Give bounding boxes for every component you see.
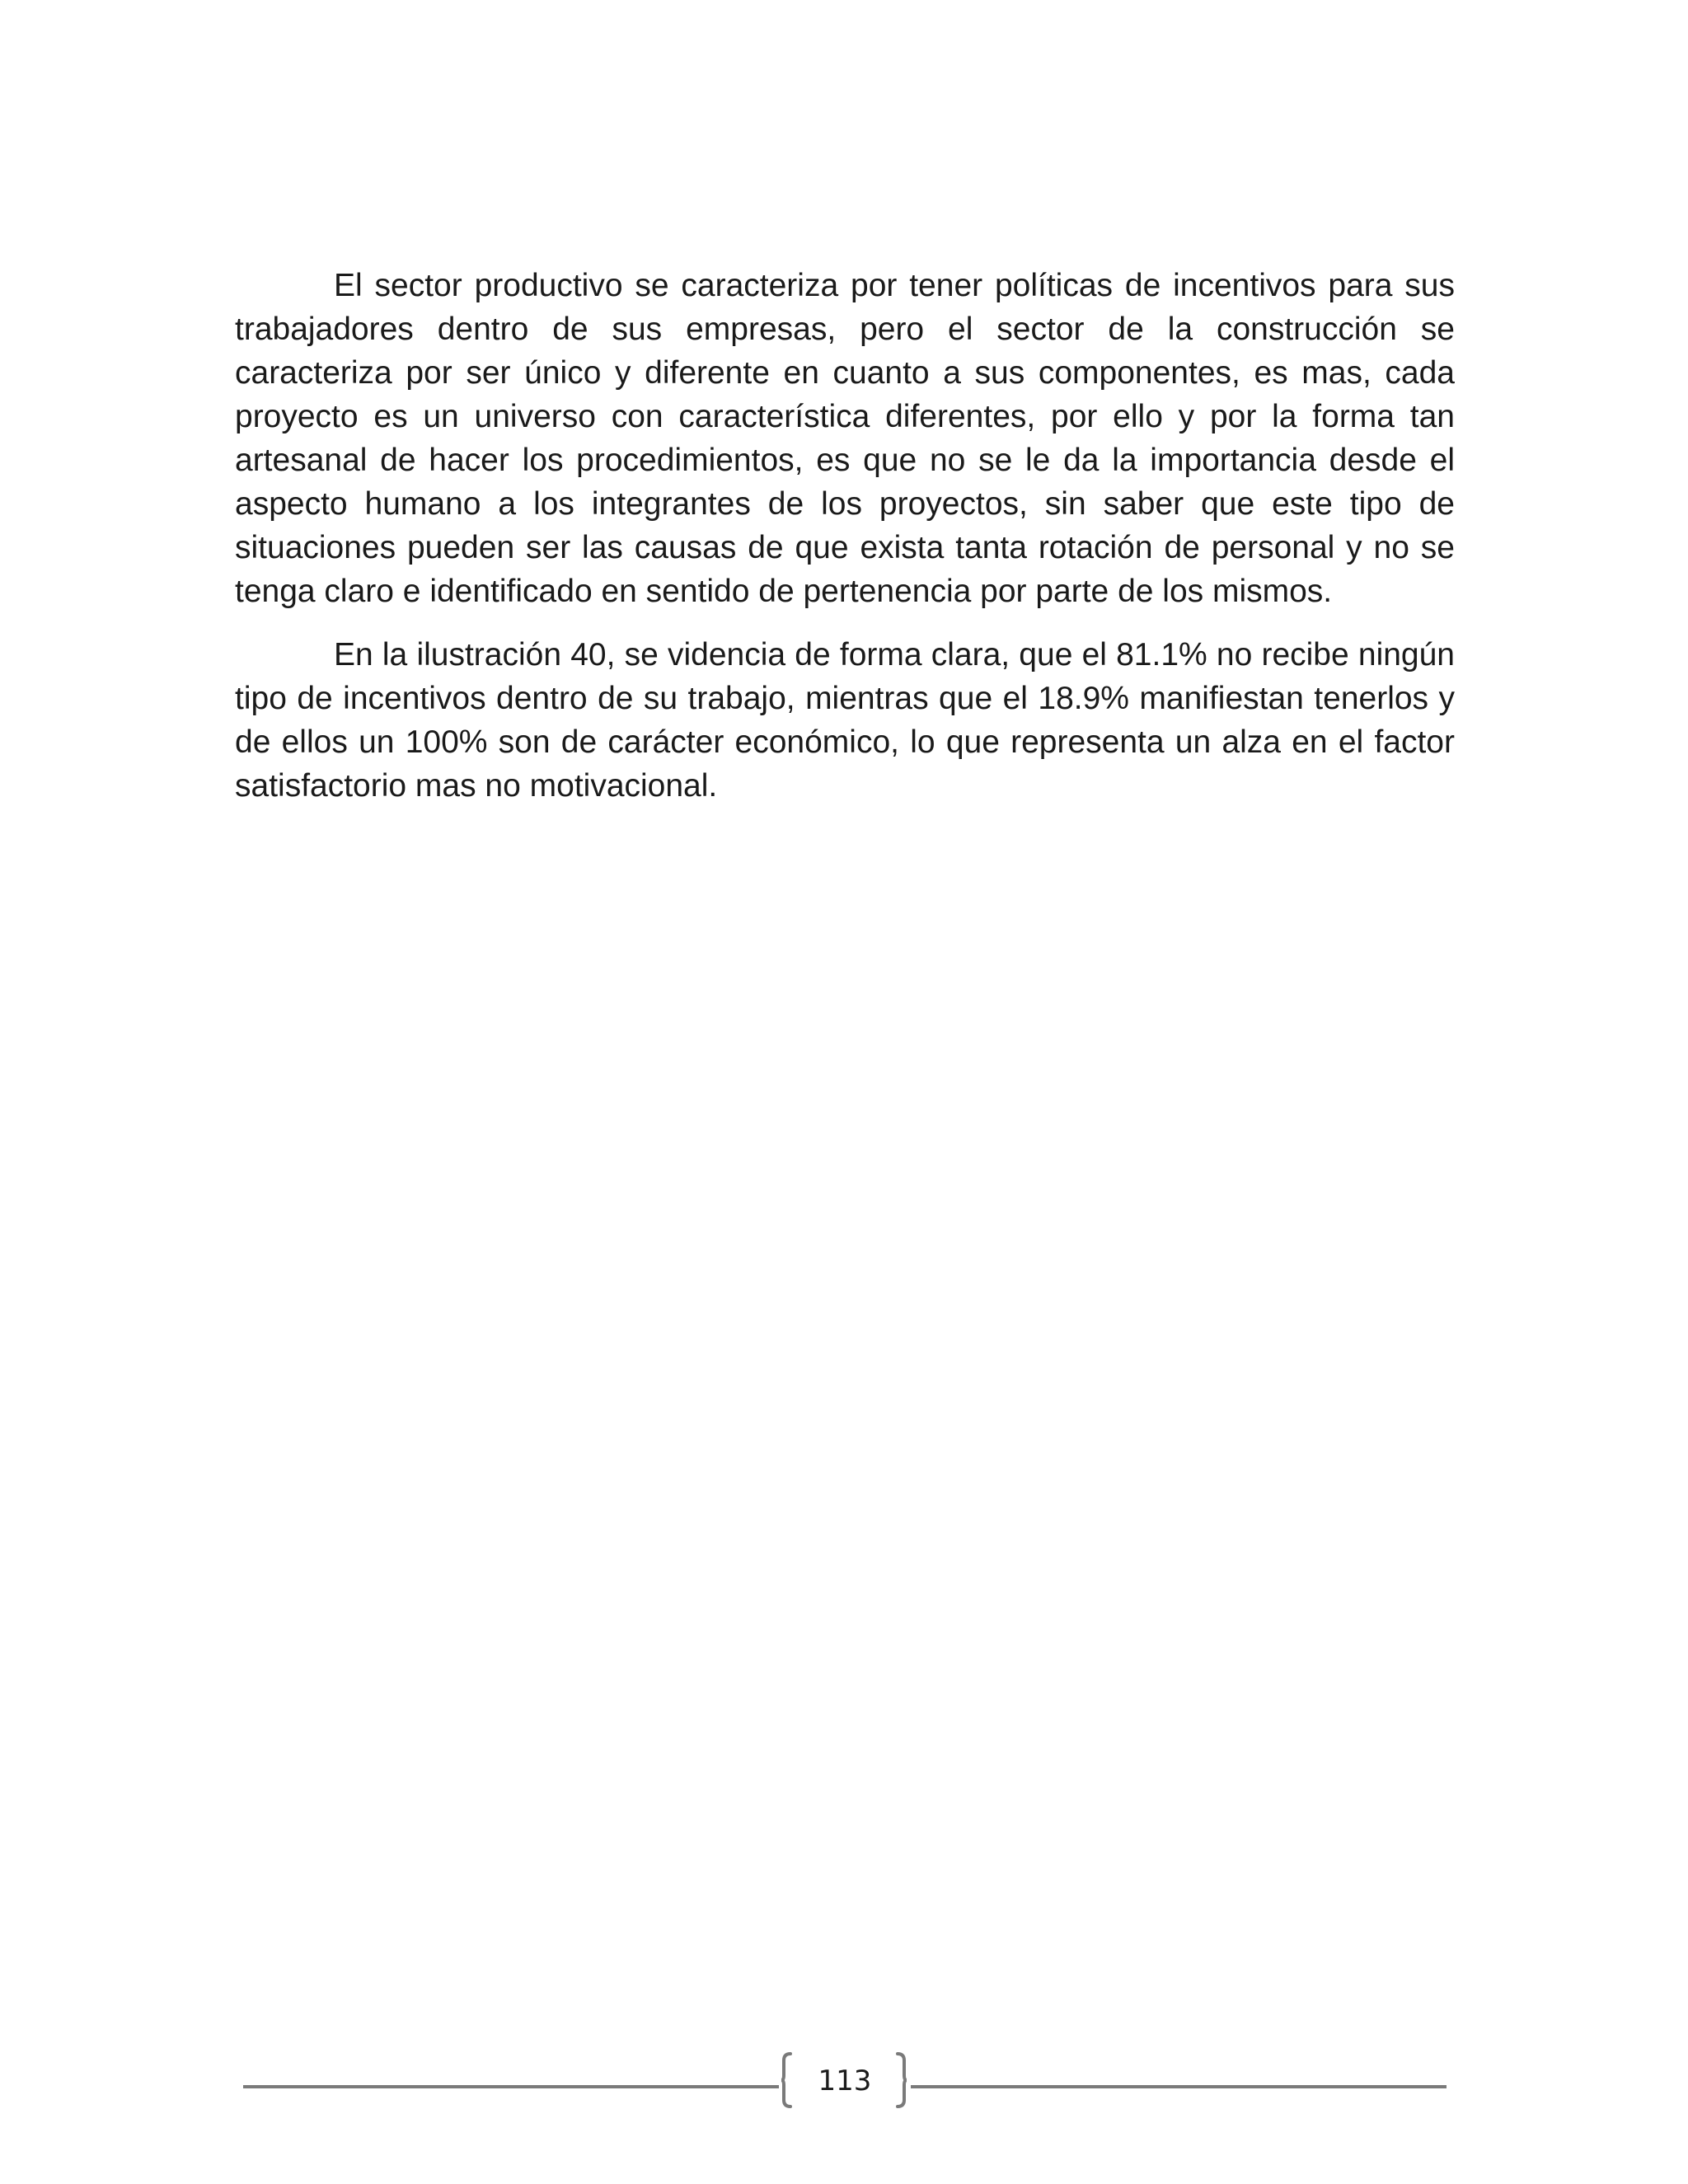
footer-rule-right (911, 2085, 1447, 2088)
page-footer (243, 2052, 1447, 2118)
footer-rule-left (243, 2085, 779, 2088)
paragraph-incentive-policies: El sector productivo se caracteriza por tener políticas de incentivos para sus trabajadores dentro de sus empresas, pero el sector de la construcción se caracteriza por ser único y diferente en cuanto a sus componentes, es mas, cada proyecto es un universo con característica diferentes, por ello y por la forma tan artesanal de hacer los procedimientos, es que no se le da la importancia desde el aspecto humano a los integrantes de los proyectos, sin saber que este tipo de situaciones pueden ser las causas de que exista tanta rotación de personal y no se tenga claro e identificado en sentido de pertenencia por parte de los mismos. (235, 268, 1455, 609)
right-brace-icon (896, 2052, 907, 2108)
left-brace-icon (781, 2052, 792, 2108)
page-number: 113 (818, 2064, 872, 2097)
paragraph-illustration-40: En la ilustración 40, se videncia de forma clara, que el 81.1% no recibe ningún tipo de incentivos dentro de su trabajo, mientras que el 18.9% manifiestan tenerlos y de ellos un 100% son de carácter económico, lo que representa un alza en el factor satisfactorio mas no motivacional. (235, 637, 1455, 804)
body-text (235, 264, 1455, 827)
